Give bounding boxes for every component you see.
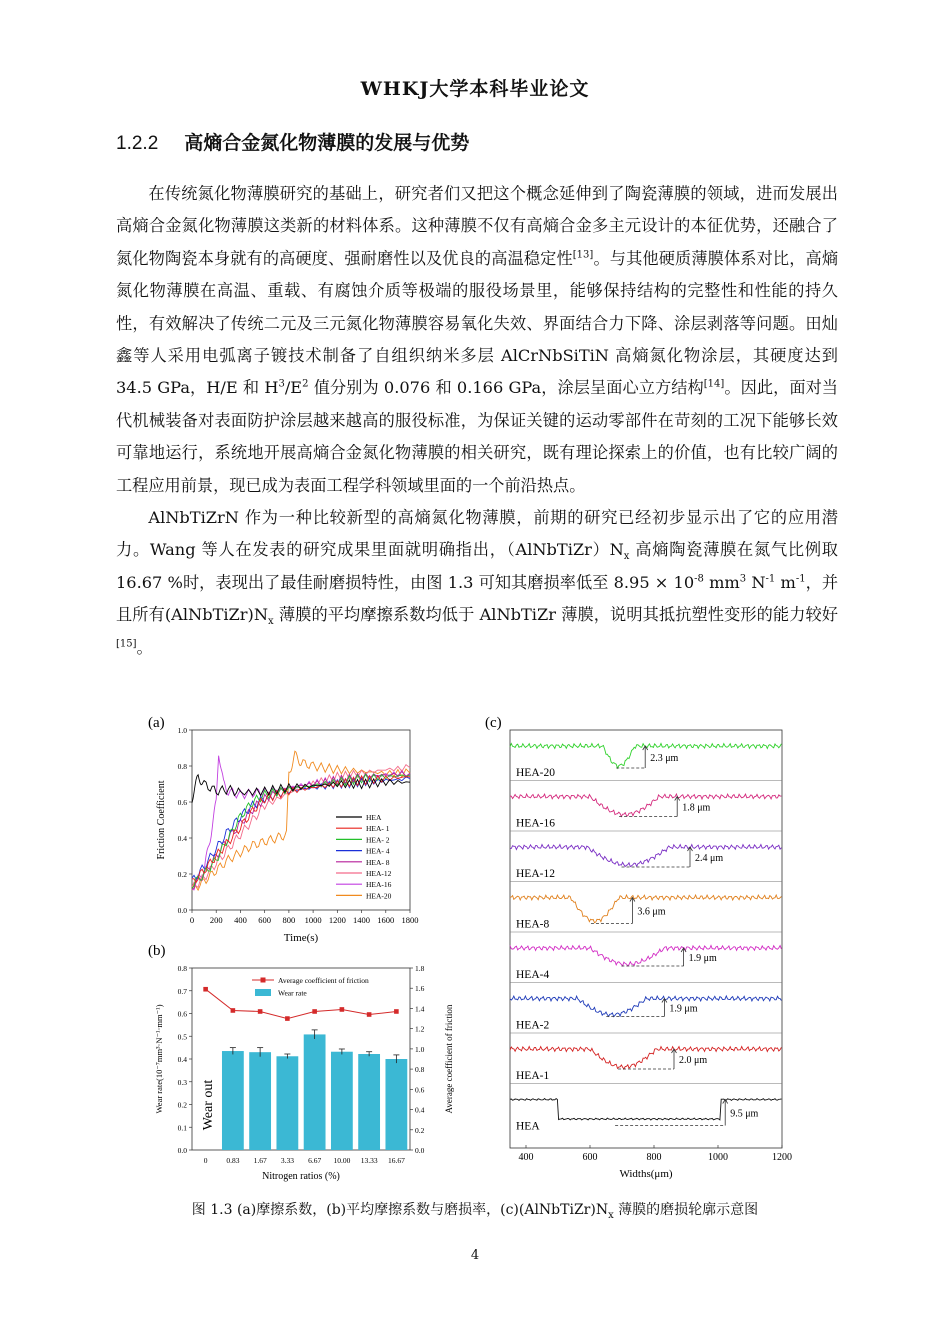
y-tick-label: 1.0 <box>177 726 187 735</box>
y2-tick-label: 1.0 <box>415 1044 425 1054</box>
profile-label: HEA-4 <box>516 969 550 981</box>
superscript: 3 <box>278 379 285 391</box>
x-tick-label: 200 <box>209 915 223 925</box>
x-tick-label: 13.33 <box>360 1156 378 1165</box>
wear-rate-bar <box>276 1056 298 1150</box>
depth-label: 1.9 μm <box>669 1003 698 1015</box>
panel-c-profiles <box>510 744 782 1133</box>
x-tick-label: 400 <box>234 915 247 925</box>
y-tick-label: 0.2 <box>177 1100 187 1110</box>
y-tick-label: 0.3 <box>177 1077 187 1087</box>
p2-text-g: 薄膜的平均摩擦系数均低于 AlNbTiZr 薄膜，说明其抵抗塑性变形的能力较好 <box>273 605 838 625</box>
p1-text-c: /E <box>284 378 303 398</box>
legend-label: HEA-12 <box>366 869 392 878</box>
wear-rate-bar <box>358 1054 380 1150</box>
x-tick-label: 0.83 <box>226 1156 240 1165</box>
panel-a-legend <box>336 813 392 900</box>
figure-caption <box>0 1199 950 1219</box>
panel-a-label: (a) <box>148 715 165 731</box>
x-tick-label: 800 <box>282 915 296 925</box>
legend-label: HEA-20 <box>366 891 392 901</box>
legend-label: HEA- 1 <box>366 824 390 834</box>
x-tick-label: 10.00 <box>333 1156 351 1165</box>
figure-svg <box>140 705 800 1195</box>
x-tick-label: 1000 <box>304 915 322 925</box>
depth-label: 1.8 μm <box>682 802 711 814</box>
p2-text-d: N <box>746 572 766 592</box>
subscript: x <box>608 1209 614 1221</box>
panel-b-bars <box>222 1030 407 1150</box>
wear-rate-bar <box>222 1051 244 1150</box>
profile-label: HEA-2 <box>516 1019 550 1032</box>
y-tick-label: 0.8 <box>177 762 187 771</box>
x-tick-label: 1000 <box>708 1152 728 1163</box>
friction-point <box>203 987 208 992</box>
profile-label: HEA-8 <box>516 918 550 931</box>
legend-swatch <box>255 989 271 996</box>
superscript: 2 <box>302 379 309 391</box>
panel-c-xlabel: Widths(μm) <box>619 1168 673 1180</box>
y-tick-label: 0.6 <box>177 1009 187 1019</box>
y-tick-label: 0.1 <box>177 1123 187 1133</box>
profile-hea-16 <box>510 794 781 817</box>
x-tick-label: 1200 <box>328 915 346 925</box>
x-tick-label: 0 <box>189 915 195 925</box>
superscript: -8 <box>694 573 704 585</box>
subscript: x <box>623 551 630 563</box>
p1-text-b: 。与其他硬质薄膜体系对比，高熵氮化物薄膜在高温、重载、有腐蚀介质等极端的服役场景里，能够保持结构的完整性和性能的持久性，有效解决了传统二元及三元氮化物薄膜容易氧化失效、界面结合力下降、涂层剥落等问题。田灿鑫等人采用电弧离子镀技术制备了自组织纳米多层 AlCrNbSiTiN 高熵氮化物涂层，其硬度达到 34.5 GPa，H/E 和 H <box>116 248 839 398</box>
y2-tick-label: 1.2 <box>415 1024 425 1034</box>
caption-text-a: 图 1.3 (a)摩擦系数，(b)平均摩擦系数与磨损率，(c)(AlNbTiZr)N <box>191 1202 609 1218</box>
y-tick-label: 0.6 <box>177 798 187 807</box>
legend-label: HEA- 8 <box>366 857 390 867</box>
p1-text-a: 在传统氮化物薄膜研究的基础上，研究者们又把这个概念延伸到了陶瓷薄膜的领域，进而发展出高熵合金氮化物薄膜这类新的材料体系。这种薄膜不仅有高熵合金多主元设计的本征优势，还融合了氮化物陶瓷本身就有的高硬度、强耐磨性以及优良的高温稳定性 <box>116 184 838 268</box>
section-heading <box>116 128 469 155</box>
wear-rate-bar <box>331 1052 353 1150</box>
x-tick-label: 600 <box>258 915 272 925</box>
paragraph-1 <box>116 178 838 502</box>
x-tick-label: 0 <box>203 1156 208 1165</box>
profile-label: HEA <box>516 1120 540 1133</box>
y-tick-label: 0.0 <box>177 1146 187 1155</box>
panel-c-label: (c) <box>485 715 502 731</box>
y2-tick-label: 0.8 <box>415 1065 425 1075</box>
depth-label: 2.4 μm <box>695 853 724 864</box>
y-tick-label: 0.4 <box>177 1055 187 1064</box>
caption-text-b: 薄膜的磨损轮廓示意图 <box>613 1202 759 1218</box>
legend-label: HEA <box>366 813 382 822</box>
p2-text-a: AlNbTiZrN 作为一种比较新型的高熵氮化物薄膜，前期的研究已经初步显示出了它的应用潜力。Wang 等人在发表的研究成果里面就明确指出，（AlNbTiZr）N <box>116 508 838 560</box>
legend-label: Average coefficient of friction <box>278 976 369 985</box>
p2-text-b: 高熵陶瓷薄膜在氮气比例取 16.67 %时，表现出了最佳耐磨损特性，由图 1.3 可知其磨损率低至 8.95 × 10 <box>116 540 838 592</box>
citation-15[interactable]: [15] <box>116 638 137 650</box>
y2-tick-label: 1.4 <box>415 1004 425 1014</box>
legend-label: Wear rate <box>278 988 307 998</box>
y2-tick-label: 0.2 <box>415 1125 425 1135</box>
y2-tick-label: 0.6 <box>415 1085 425 1095</box>
superscript: 3 <box>739 573 747 585</box>
p1-text-d: 值分别为 0.076 和 0.166 GPa，涂层呈面心立方结构 <box>308 378 704 398</box>
profile-label: HEA-16 <box>516 817 555 830</box>
y-tick-label: 0.8 <box>177 964 187 973</box>
figure-1-3 <box>140 705 800 1195</box>
friction-point <box>394 1009 399 1014</box>
p2-text-h: 。 <box>136 637 153 657</box>
section-title: 高熵合金氮化物薄膜的发展与优势 <box>184 132 470 154</box>
x-tick-label: 16.67 <box>387 1156 405 1165</box>
wear-rate-bar <box>385 1059 407 1150</box>
x-tick-label: 400 <box>518 1152 534 1163</box>
x-tick-label: 800 <box>646 1152 662 1163</box>
p2-text-f: ，并且所有(AlNbTiZr)N <box>116 572 839 625</box>
friction-point <box>231 1008 236 1013</box>
depth-label: 2.0 μm <box>679 1055 708 1066</box>
friction-point <box>258 1009 263 1014</box>
body-text <box>116 178 838 664</box>
p2-text-e: m <box>775 572 796 592</box>
wear-rate-bar <box>304 1034 326 1150</box>
depth-label: 1.9 μm <box>688 953 717 964</box>
x-tick-label: 1600 <box>377 915 395 925</box>
legend-label: HEA-16 <box>366 880 392 890</box>
panel-b-y2label: Average coefficient of friction <box>444 1004 454 1114</box>
wear-out-label: Wear out <box>201 1079 216 1131</box>
panel-b-label: (b) <box>148 943 166 959</box>
legend-marker <box>261 978 266 983</box>
legend-label: HEA- 2 <box>366 835 390 845</box>
x-tick-label: 1400 <box>353 915 371 925</box>
profile-hea-12 <box>510 845 781 867</box>
citation-13[interactable]: [13] <box>572 249 594 261</box>
depth-label: 9.5 μm <box>730 1108 759 1120</box>
wear-rate-bar <box>249 1052 271 1150</box>
thesis-header: WHKJ大学本科毕业论文 <box>360 78 590 100</box>
profile-hea-4 <box>510 946 781 966</box>
y2-tick-label: 1.6 <box>415 984 425 994</box>
x-tick-label: 1.67 <box>253 1156 267 1165</box>
paragraph-2 <box>116 502 838 664</box>
panel-a-ylabel: Friction Coefficient <box>156 780 167 860</box>
y2-tick-label: 0.0 <box>415 1146 425 1155</box>
superscript: -1 <box>765 573 776 585</box>
x-tick-label: 600 <box>582 1152 598 1163</box>
page-number: 4 <box>470 1248 480 1263</box>
x-tick-label: 1800 <box>401 915 419 925</box>
legend-label: HEA- 4 <box>366 846 390 856</box>
panel-c-frame <box>510 730 782 1148</box>
x-tick-label: 3.33 <box>280 1156 294 1165</box>
friction-point <box>312 1009 317 1014</box>
friction-point <box>285 1016 290 1021</box>
profile-hea-2 <box>510 996 781 1017</box>
subscript: x <box>268 616 274 628</box>
superscript: -1 <box>795 573 806 585</box>
profile-hea-1 <box>510 1047 781 1070</box>
panel-b-xlabel: Nitrogen ratios (%) <box>262 1171 340 1182</box>
y-tick-label: 0.4 <box>177 834 187 843</box>
y2-tick-label: 0.4 <box>415 1105 425 1115</box>
y-tick-label: 0.2 <box>177 870 187 879</box>
p1-text-e: 。因此，面对当代机械装备对表面防护涂层越来越高的服役标准，为保证关键的运动零部件在苛刻的工况下能够长效可靠地运行，系统地开展高熵合金氮化物薄膜的相关研究，既有理论探索上的价值，也有比较广阔的工程应用前景，现已成为表面工程学科领域里面的一个前沿热点。 <box>116 378 838 495</box>
panel-a-xlabel: Time(s) <box>283 932 319 944</box>
y-tick-label: 0.5 <box>177 1032 187 1042</box>
profile-label: HEA-12 <box>516 868 555 880</box>
x-tick-label: 1200 <box>772 1152 792 1163</box>
citation-14[interactable]: [14] <box>703 379 725 391</box>
section-number: 1.2.2 <box>116 133 159 154</box>
friction-point <box>340 1007 345 1012</box>
panel-b-legend <box>252 976 369 998</box>
y2-tick-label: 1.8 <box>415 964 425 973</box>
profile-label: HEA-20 <box>516 767 555 779</box>
friction-point <box>367 1012 372 1017</box>
y-tick-label: 0.7 <box>177 986 187 996</box>
panel-b-ylabel: Wear rate(10⁻⁷mm³·N⁻¹·mm⁻¹) <box>154 1004 164 1114</box>
profile-label: HEA-1 <box>516 1070 550 1082</box>
depth-label: 3.6 μm <box>637 906 666 918</box>
y-tick-label: 0.0 <box>177 906 187 915</box>
depth-label: 2.3 μm <box>650 753 679 764</box>
p2-text-c: mm <box>703 572 740 592</box>
x-tick-label: 6.67 <box>308 1156 322 1165</box>
